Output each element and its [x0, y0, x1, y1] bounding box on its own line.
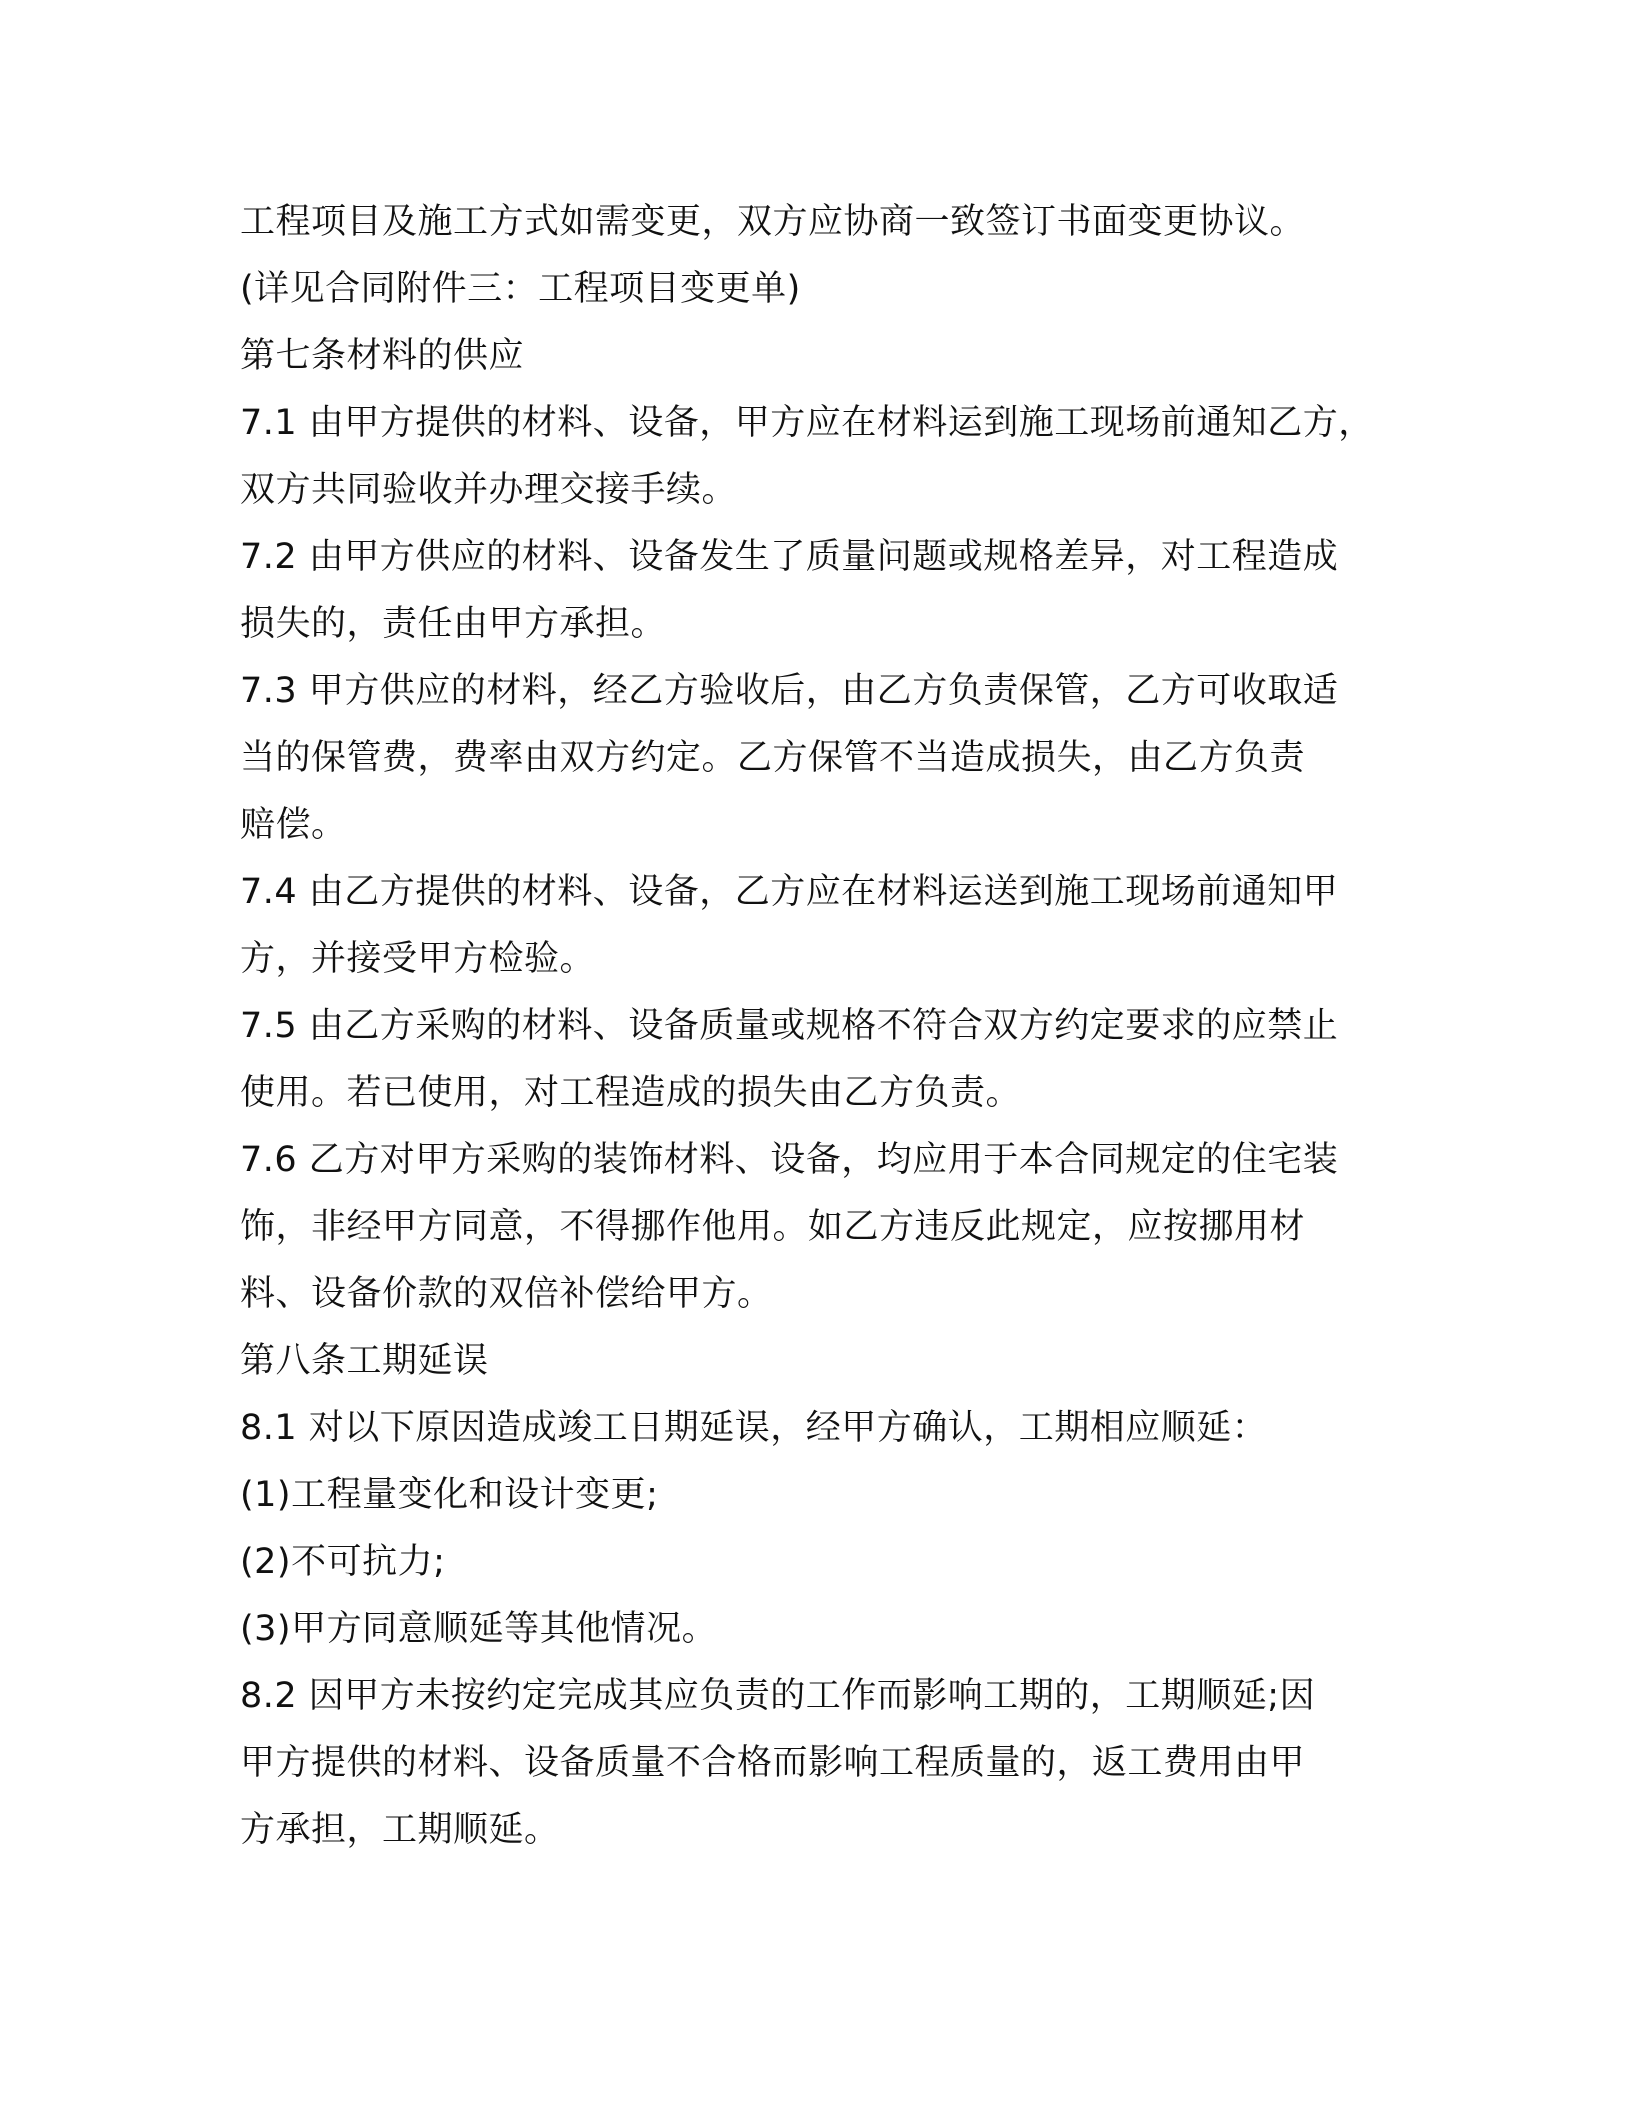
text-line: 8.2 因甲方未按约定完成其应负责的工作而影响工期的，工期顺延;因: [240, 1676, 1316, 1716]
text-line: 使用。若已使用，对工程造成的损失由乙方负责。: [240, 1073, 1022, 1113]
list-item: (1)工程量变化和设计变更;: [240, 1475, 659, 1515]
text-line: 饰，非经甲方同意，不得挪作他用。如乙方违反此规定，应按挪用材: [240, 1207, 1306, 1247]
text-line: 7.2 由甲方供应的材料、设备发生了质量问题或规格差异，对工程造成: [240, 537, 1339, 577]
text-line: 料、设备价款的双倍补偿给甲方。: [240, 1274, 773, 1314]
text-line: 方承担，工期顺延。: [240, 1810, 560, 1850]
text-line: 甲方提供的材料、设备质量不合格而影响工程质量的，返工费用由甲: [240, 1743, 1306, 1783]
section-heading: 第七条材料的供应: [240, 336, 525, 376]
text-line: 工程项目及施工方式如需变更，双方应协商一致签订书面变更协议。: [240, 202, 1306, 242]
text-line: 当的保管费，费率由双方约定。乙方保管不当造成损失，由乙方负责: [240, 738, 1306, 778]
text-line: 双方共同验收并办理交接手续。: [240, 470, 738, 510]
text-line: 7.5 由乙方采购的材料、设备质量或规格不符合双方约定要求的应禁止: [240, 1006, 1339, 1046]
text-line: 7.6 乙方对甲方采购的装饰材料、设备，均应用于本合同规定的住宅装: [240, 1140, 1339, 1180]
text-line: 7.1 由甲方提供的材料、设备，甲方应在材料运到施工现场前通知乙方，: [240, 403, 1374, 443]
text-line: (详见合同附件三：工程项目变更单): [240, 269, 801, 309]
text-line: 赔偿。: [240, 805, 347, 845]
section-heading: 第八条工期延误: [240, 1341, 489, 1381]
document-body: [240, 189, 1420, 1864]
text-line: 7.3 甲方供应的材料，经乙方验收后，由乙方负责保管，乙方可收取适: [240, 671, 1339, 711]
list-item: (3)甲方同意顺延等其他情况。: [240, 1609, 718, 1649]
text-line: 8.1 对以下原因造成竣工日期延误，经甲方确认，工期相应顺延：: [240, 1408, 1268, 1448]
text-line: 方，并接受甲方检验。: [240, 939, 596, 979]
text-line: 7.4 由乙方提供的材料、设备，乙方应在材料运送到施工现场前通知甲: [240, 872, 1339, 912]
text-line: 损失的，责任由甲方承担。: [240, 604, 667, 644]
list-item: (2)不可抗力;: [240, 1542, 446, 1582]
